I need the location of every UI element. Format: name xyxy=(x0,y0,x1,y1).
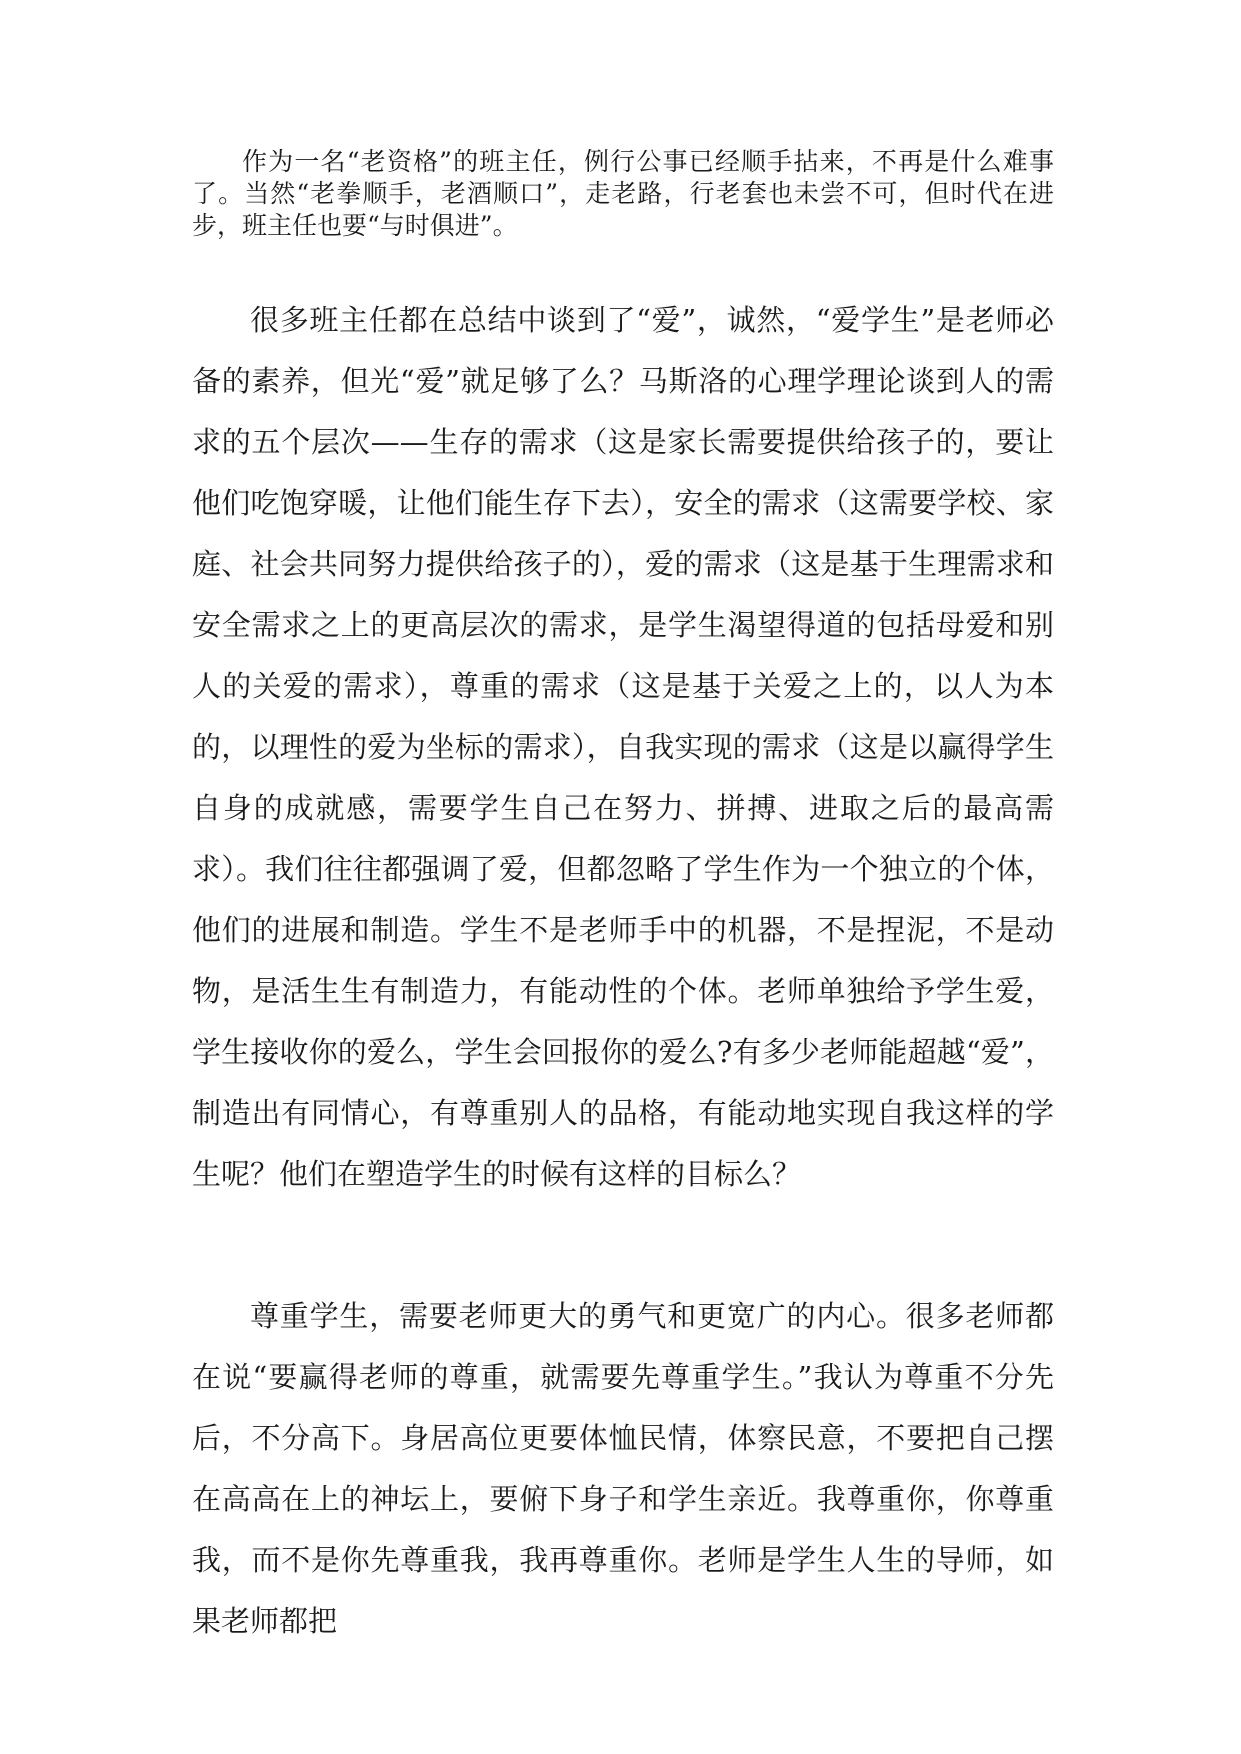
love-paragraph: 很多班主任都在总结中谈到了“爱”，诚然，“爱学生”是老师必备的素养，但光“爱”就足够了么？马斯洛的心理学理论谈到人的需求的五个层次——生存的需求（这是家长需要提供给孩子的，要让他们吃饱穿暖，让他们能生存下去），安全的需求（这需要学校、家庭、社会共同努力提供给孩子的），爱的需求（这是基于生理需求和安全需求之上的更高层次的需求，是学生渴望得道的包括母爱和别人的关爱的需求），尊重的需求（这是基于关爱之上的，以人为本的，以理性的爱为坐标的需求），自我实现的需求（这是以赢得学生自身的成就感，需要学生自己在努力、拼搏、进取之后的最高需求）。我们往往都强调了爱，但都忽略了学生作为一个独立的个体，他们的进展和制造。学生不是老师手中的机器，不是捏泥，不是动物，是活生生有制造力，有能动性的个体。老师单独给予学生爱，学生接收你的爱么，学生会回报你的爱么?有多少老师能超越“爱”，制造出有同情心，有尊重别人的品格，有能动地实现自我这样的学生呢？他们在塑造学生的时候有这样的目标么？ xyxy=(192,303,1054,1191)
respect-paragraph: 尊重学生，需要老师更大的勇气和更宽广的内心。很多老师都在说“要赢得老师的尊重，就需要先尊重学生。”我认为尊重不分先后，不分高下。身居高位更要体恤民情，体察民意，不要把自己摆在高高在上的神坛上，要俯下身子和学生亲近。我尊重你，你尊重我，而不是你先尊重我，我再尊重你。老师是学生人生的导师，如果老师都把 xyxy=(192,1299,1054,1638)
intro-paragraph: 作为一名“老资格”的班主任，例行公事已经顺手拈来，不再是什么难事了。当然“老拳顺手，老酒顺口”，走老路，行老套也未尝不可，但时代在进步，班主任也要“与时俱进”。 xyxy=(192,147,1054,240)
